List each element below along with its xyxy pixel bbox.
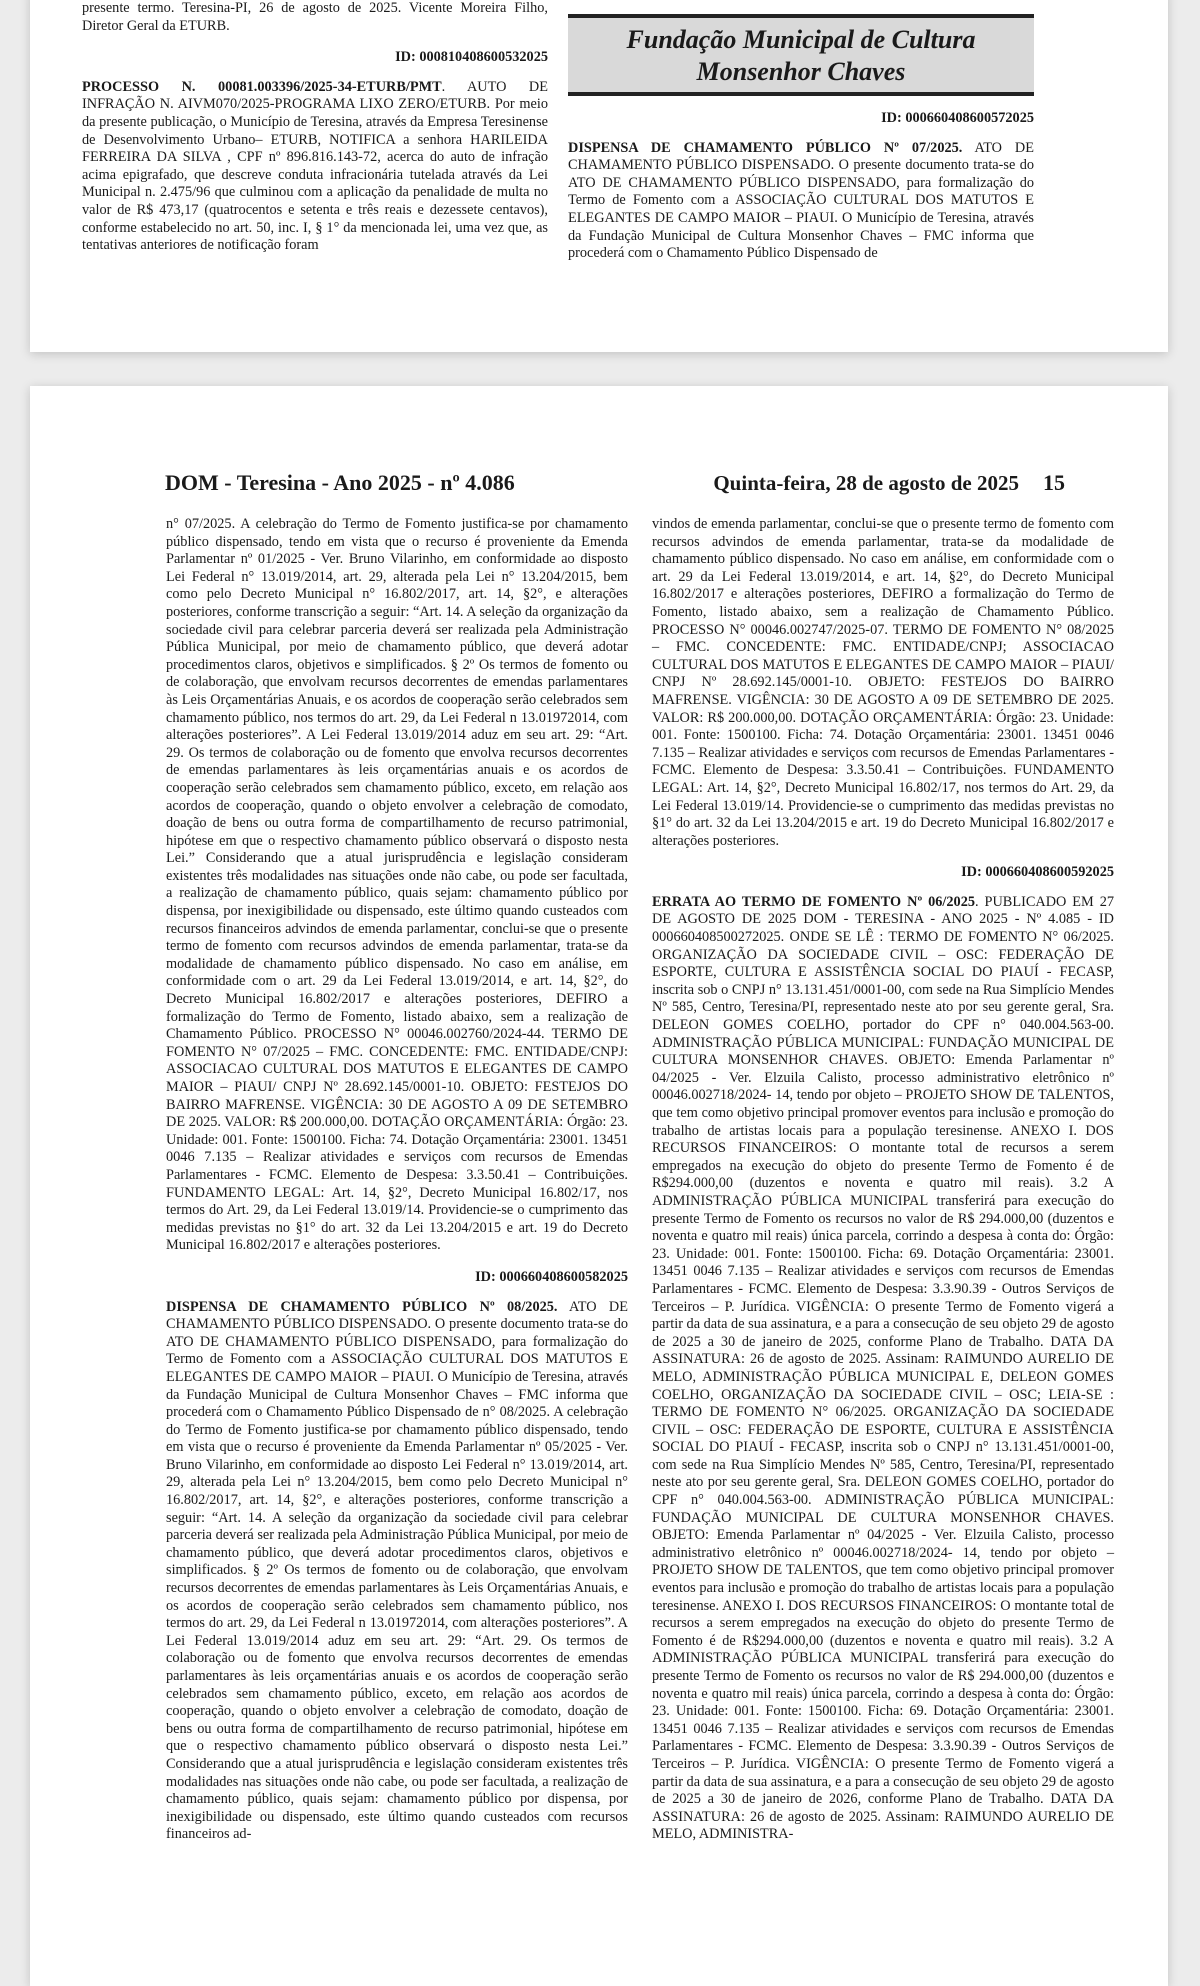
document-page-top xyxy=(30,0,1168,352)
processo-heading: PROCESSO N. 00081.003396/2025-34-ETURB/PMT xyxy=(82,78,442,95)
dispensa-heading: DISPENSA DE CHAMAMENTO PÚBLICO Nº 08/2025. xyxy=(166,1298,558,1315)
column-right xyxy=(568,14,1034,263)
column-left xyxy=(82,0,548,255)
publication-id: ID: 000660408600592025 xyxy=(961,864,1114,881)
errata-paragraph xyxy=(652,894,1114,1844)
errata-heading: ERRATA AO TERMO DE FOMENTO Nº 06/2025 xyxy=(652,893,975,910)
dispensa-paragraph xyxy=(568,140,1034,263)
journal-title: DOM - Teresina - Ano 2025 - nº 4.086 xyxy=(165,470,515,495)
closing-paragraph: presente termo. Teresina-PI, 26 de agosto de 2025. Vicente Moreira Filho, Diretor Geral da ETURB. xyxy=(82,0,548,34)
publication-id: ID: 000810408600532025 xyxy=(395,49,548,66)
dispensa-paragraph xyxy=(166,1299,628,1844)
organization-name-line1: Fundação Municipal de Cultura xyxy=(626,25,976,54)
page-number: 15 xyxy=(1043,470,1065,495)
organization-banner xyxy=(568,14,1034,96)
dispensa-body: ATO DE CHAMAMENTO PÚBLICO DISPENSADO. O presente documento trata-se do ATO DE CHAMAMENTO PÚBLICO DISPENSADO, para formalização do Termo de Fomento com a ASSOCIAÇÃO CULTURAL DOS MATUTOS E ELEGANTES DE CAMPO MAIOR – PIAUI. O Município de Teresina, através da Fundação Municipal de Cultura Monsenhor Chaves – FMC informa que procederá com o Chamamento Público Dispensado de n° 08/2025. A celebração do Termo de Fomento justifica-se por chamamento público dispensado, tendo em vista que o recurso é proveniente da Emenda Parlamentar nº 05/2025 - Ver. Bruno Vilarinho, em conformidade ao disposto Lei Federal n° 13.019/2014, art. 29, alterada pela Lei n° 13.204/2015, bem como pelo Decreto Municipal n° 16.802/2017, art. 14, §2°, e alterações posteriores, conforme transcrição a seguir: “Art. 14. A seleção da organização da sociedade civil para celebrar parceria deverá ser realizada pela Administração Pública Municipal, por meio de chamamento público, que deverá adotar procedimentos claros, objetivos e simplificados. § 2º Os termos de fomento ou de colaboração, que envolvam recursos decorrentes de emendas parlamentares às Leis Orçamentárias Anuais, e os acordos de cooperação serão celebrados sem chamamento público, nos termos do art. 29, da Lei Federal n 13.01972014, com alterações posteriores”. A Lei Federal 13.019/2014 aduz em seu art. 29: “Art. 29. Os termos de colaboração ou de fomento que envolva recursos decorrentes de emendas parlamentares às leis orçamentárias anuais e os acordos de cooperação serão celebrados sem chamamento público, exceto, em relação aos acordos de cooperação, quando o objeto envolver a celebração de comodato, doação de bens ou outra forma de compartilhamento de recurso patrimonial, hipótese em que o respectivo chamamento público observará o disposto nesta Lei.” Considerando que a atual jurisprudência e legislação consideram existentes três modalidades nas situações onde não cabe, ou pode ser facultada, a realização de chamamento público, quais sejam: chamamento público por dispensa, por inexigibilidade ou dispensado, este último quando custeados com recursos financeiros ad- xyxy=(166,1298,628,1843)
continuation-paragraph: vindos de emenda parlamentar, conclui-se que o presente termo de fomento com recursos advindos de emenda parlamentar, trata-se da modalidade de chamamento público dispensado. No caso em análise, em conformidade com o art. 29 da Lei Federal 13.019/2014, e art. 14, §2°, do Decreto Municipal 16.802/2017 e alterações posteriores, DEFIRO a formalização do Termo de Fomento, listado abaixo, sem a realização de Chamamento Público. PROCESSO N° 00046.002747/2025-07. TERMO DE FOMENTO N° 08/2025 – FMC. CONCEDENTE: FMC. ENTIDADE/CNPJ; ASSOCIACAO CULTURAL DOS MATUTOS E ELEGANTES DE CAMPO MAIOR – PIAUI/ CNPJ Nº 28.692.145/0001-10. OBJETO: FESTEJOS DO BAIRRO MAFRENSE. VIGÊNCIA: 30 DE AGOSTO A 09 DE SETEMBRO DE 2025. VALOR: R$ 200.000,00. DOTAÇÃO ORÇAMENTÁRIA: Órgão: 23. Unidade: 001. Fonte: 1500100. Ficha: 74. Dotação Orçamentária: 23001. 13451 0046 7.135 – Realizar atividades e serviços com recursos de Emendas Parlamentares - FCMC. Elemento de Despesa: 3.3.50.41 – Contribuições. FUNDAMENTO LEGAL: Art. 14, §2°, Decreto Municipal 16.802/17, nos termos do Art. 29, da Lei Federal 13.019/14. Providencie-se o cumprimento das medidas previstas no §1° do art. 32 da Lei 13.204/2015 e art. 19 do Decreto Municipal 16.802/2017 e alterações posteriores. xyxy=(652,516,1114,849)
page-header xyxy=(165,470,1065,500)
dispensa-body: ATO DE CHAMAMENTO PÚBLICO DISPENSADO. O presente documento trata-se do ATO DE CHAMAMENTO PÚBLICO DISPENSADO, para formalização do Termo de Fomento com a ASSOCIAÇÃO CULTURAL DOS MATUTOS E ELEGANTES DE CAMPO MAIOR – PIAUI. O Município de Teresina, através da Fundação Municipal de Cultura Monsenhor Chaves – FMC informa que procederá com o Chamamento Público Dispensado de xyxy=(568,139,1034,262)
continuation-paragraph: n° 07/2025. A celebração do Termo de Fomento justifica-se por chamamento público dispensado, tendo em vista que o recurso é proveniente da Emenda Parlamentar nº 01/2025 - Ver. Bruno Vilarinho, em conformidade ao disposto Lei Federal n° 13.019/2014, art. 29, alterada pela Lei n° 13.204/2015, bem como pelo Decreto Municipal n° 16.802/2017, art. 14, §2°, e alterações posteriores, conforme transcrição a seguir: “Art. 14. A seleção da organização da sociedade civil para celebrar parceria deverá ser realizada pela Administração Pública Municipal, por meio de chamamento público, que deverá adotar procedimentos claros, objetivos e simplificados. § 2º Os termos de fomento ou de colaboração, que envolvam recursos decorrentes de emendas parlamentares às Leis Orçamentárias Anuais, e os acordos de cooperação serão celebrados sem chamamento público, nos termos do art. 29, da Lei Federal n 13.01972014, com alterações posteriores”. A Lei Federal 13.019/2014 aduz em seu art. 29: “Art. 29. Os termos de colaboração ou de fomento que envolva recursos decorrentes de emendas parlamentares às leis orçamentárias anuais e os acordos de cooperação serão celebrados sem chamamento público, exceto, em relação aos acordos de cooperação, quando o objeto envolver a celebração de comodato, doação de bens ou outra forma de compartilhamento de recurso patrimonial, hipótese em que o respectivo chamamento público observará o disposto nesta Lei.” Considerando que a atual jurisprudência e legislação consideram existentes três modalidades nas situações onde não cabe, ou pode ser facultada, a realização de chamamento público, quais sejam: chamamento público por dispensa, por inexigibilidade ou dispensado, este último quando custeados com recursos financeiros advindos de emenda parlamentar, conclui-se que o presente termo de fomento com recursos advindos de emenda parlamentar, trata-se da modalidade de chamamento público dispensado. No caso em análise, em conformidade com o art. 29 da Lei Federal 13.019/2014, e art. 14, §2°, do Decreto Municipal 16.802/2017 e alterações posteriores, DEFIRO a formalização do Termo de Fomento, listado abaixo, sem a realização de Chamamento Público. PROCESSO N° 00046.002760/2024-44. TERMO DE FOMENTO N° 07/2025 – FMC. CONCEDENTE: FMC. ENTIDADE/CNPJ: ASSOCIACAO CULTURAL DOS MATUTOS E ELEGANTES DE CAMPO MAIOR – PIAUI/ CNPJ Nº 28.692.145/0001-10. OBJETO: FESTEJOS DO BAIRRO MAFRENSE. VIGÊNCIA: 30 DE AGOSTO A 09 DE SETEMBRO DE 2025. VALOR: R$ 200.000,00. DOTAÇÃO ORÇAMENTÁRIA: Órgão: 23. Unidade: 001. Fonte: 1500100. Ficha: 74. Dotação Orçamentária: 23001. 13451 0046 7.135 – Realizar atividades e serviços com recursos de Emendas Parlamentares - FCMC. Elemento de Despesa: 3.3.50.41 – Contribuições. FUNDAMENTO LEGAL: Art. 14, §2°, Decreto Municipal 16.802/17, nos termos do Art. 29, da Lei Federal 13.019/14. Providencie-se o cumprimento das medidas previstas no §1° do art. 32 da Lei 13.204/2015 e art. 19 do Decreto Municipal 16.802/2017 e alterações posteriores. xyxy=(166,516,628,1254)
publication-id: ID: 000660408600582025 xyxy=(475,1268,628,1285)
errata-body: . PUBLICADO EM 27 DE AGOSTO DE 2025 DOM - TERESINA - ANO 2025 - Nº 4.085 - ID 000660408500272025. ONDE SE LÊ : TERMO DE FOMENTO N° 06/2025. ORGANIZAÇÃO DA SOCIEDADE CIVIL – OSC: FEDERAÇÃO DE ESPORTE, CULTURA E ASSISTÊNCIA SOCIAL DO PIAUÍ - FECASP, inscrita sob o CNPJ n° 13.131.451/0001-00, com sede na Rua Simplício Mendes Nº 585, Centro, Teresina/PI, representado neste ato por seu gerente geral, Sra. DELEON GOMES COELHO, portador do CPF n° 040.004.563-00. ADMINISTRAÇÃO PÚBLICA MUNICIPAL: FUNDAÇÃO MUNICIPAL DE CULTURA MONSENHOR CHAVES. OBJETO: Emenda Parlamentar nº 04/2025 - Ver. Elzuila Calisto, processo administrativo eletrônico nº 00046.002718/2024- 14, tendo por objeto – PROJETO SHOW DE TALENTOS, que tem como objetivo principal promover eventos para inclusão e promoção do trabalho de artistas locais para a população teresinense. ANEXO I. DOS RECURSOS FINANCEIROS: O montante total de recursos a serem empregados na execução do objeto do presente Termo de Fomento é de R$294.000,00 (duzentos e noventa e quatro mil reais). 3.2 A ADMINISTRAÇÃO PÚBLICA MUNICIPAL transferirá para execução do presente Termo de Fomento os recursos no valor de R$ 294.000,00 (duzentos e noventa e quatro mil reais) única parcela, corrindo a despesa à conta do: Órgão: 23. Unidade: 001. Fonte: 1500100. Ficha: 69. Dotação Orçamentária: 23001. 13451 0046 7.135 – Realizar atividades e serviços com recursos de Emendas Parlamentares - FCMC. Elemento de Despesa: 3.3.90.39 - Outros Serviços de Terceiros – P. Jurídica. VIGÊNCIA: O presente Termo de Fomento vigerá a partir da data de sua assinatura, e a para a consecução de seu objeto 29 de agosto de 2025 a 30 de janeiro de 2025, conforme Plano de Trabalho. DATA DA ASSINATURA: 26 de agosto de 2025. Assinam: RAIMUNDO AURELIO DE MELO, ADMINISTRAÇÃO PÚBLICA MUNICIPAL E, DELEON GOMES COELHO, ORGANIZAÇÃO DA SOCIEDADE CIVIL – OSC; LEIA-SE : TERMO DE FOMENTO N° 06/2025. ORGANIZAÇÃO DA SOCIEDADE CIVIL – OSC: FEDERAÇÃO DE ESPORTE, CULTURA E ASSISTÊNCIA SOCIAL DO PIAUÍ - FECASP, inscrita sob o CNPJ n° 13.131.451/0001-00, com sede na Rua Simplício Mendes Nº 585, Centro, Teresina/PI, representado neste ato por seu gerente geral, Sra. DELEON GOMES COELHO, portador do CPF n° 040.004.563-00. ADMINISTRAÇÃO PÚBLICA MUNICIPAL: FUNDAÇÃO MUNICIPAL DE CULTURA MONSENHOR CHAVES. OBJETO: Emenda Parlamentar nº 04/2025 - Ver. Elzuila Calisto, processo administrativo eletrônico nº 00046.002718/2024- 14, tendo por objeto – PROJETO SHOW DE TALENTOS, que tem como objetivo principal promover eventos para inclusão e promoção do trabalho de artistas locais para a população teresinense. ANEXO I. DOS RECURSOS FINANCEIROS: O montante total de recursos a serem empregados na execução do objeto do presente Termo de Fomento é de R$294.000,00 (duzentos e noventa e quatro mil reais). 3.2 A ADMINISTRAÇÃO PÚBLICA MUNICIPAL transferirá para execução do presente Termo de Fomento os recursos no valor de R$ 294.000,00 (duzentos e noventa e quatro mil reais) única parcela, corrindo a despesa à conta do: Órgão: 23. Unidade: 001. Fonte: 1500100. Ficha: 69. Dotação Orçamentária: 23001. 13451 0046 7.135 – Realizar atividades e serviços com recursos de Emendas Parlamentares - FCMC. Elemento de Despesa: 3.3.90.39 - Outros Serviços de Terceiros – P. Jurídica. VIGÊNCIA: O presente Termo de Fomento vigerá a partir da data de sua assinatura, e a para a consecução de seu objeto 29 de agosto de 2025 a 30 de janeiro de 2026, conforme Plano de Trabalho. DATA DA ASSINATURA: 26 de agosto de 2025. Assinam: RAIMUNDO AURELIO DE MELO, ADMINISTRA- xyxy=(652,893,1115,1843)
header-right xyxy=(713,470,1065,496)
column-left xyxy=(166,516,628,1844)
processo-body: . AUTO DE INFRAÇÃO N. AIVM070/2025-PROGRAMA LIXO ZERO/ETURB. Por meio da presente publicação, o Município de Teresina, através da Empresa Teresinense de Desenvolvimento Urbano– ETURB, NOTIFICA a senhora HARILEIDA FERREIRA DA SILVA , CPF nº 896.816.143-72, acerca do auto de infração acima epigrafado, que descreve conduta infracionária tutelada através da Lei Municipal n. 2.475/96 que culminou com a aplicação da penalidade de multa no valor de R$ 473,17 (quatrocentos e setenta e três reais e dezessete centavos), conforme estabelecido no art. 50, inc. I, § 1° da mencionada lei, uma vez que, as tentativas anteriores de notificação foram xyxy=(82,78,548,254)
column-right xyxy=(652,516,1114,1844)
organization-name-line2: Monsenhor Chaves xyxy=(696,57,906,86)
dispensa-heading: DISPENSA DE CHAMAMENTO PÚBLICO Nº 07/2025. xyxy=(568,139,963,156)
processo-paragraph xyxy=(82,79,548,255)
document-page-15 xyxy=(30,386,1168,1986)
issue-date: Quinta-feira, 28 de agosto de 2025 xyxy=(713,471,1019,495)
publication-id: ID: 000660408600572025 xyxy=(881,110,1034,126)
